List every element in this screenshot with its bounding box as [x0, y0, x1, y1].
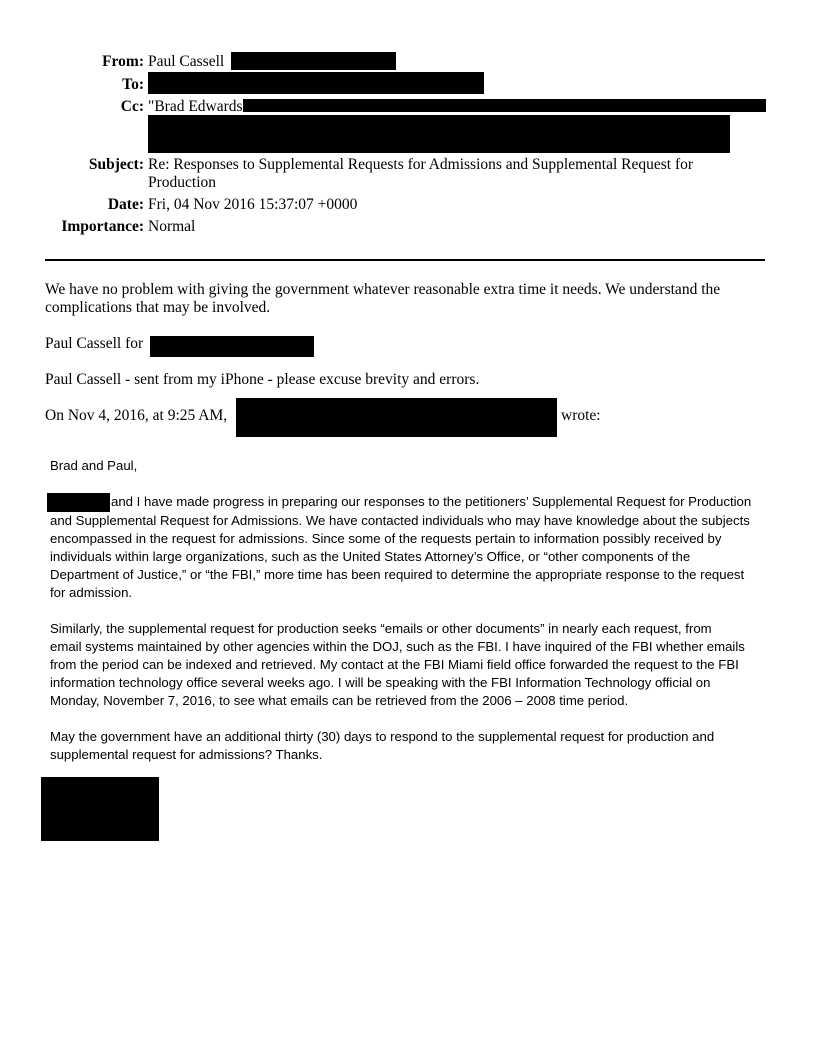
quoted-para3 [50, 728, 775, 764]
quoted-para1-line: Department of Justice,” or “the FBI,” more time has been required to determine the appropriate response to the request [50, 567, 745, 582]
subject-value-line1: Re: Responses to Supplemental Requests for Admissions and Supplemental Request for [148, 156, 694, 173]
quoted-para2-line: from the period can be indexed and retrieved. My contact at the FBI Miami field office forwarded the request to the FBI [50, 657, 739, 672]
quoted-para1-line-1: and I have made progress in preparing our responses to the petitioners’ Supplemental Request for Production [111, 494, 752, 509]
redaction-from-email [231, 52, 396, 70]
quoted-para1-line: for admission. [50, 585, 133, 600]
quoted-para2-line: Monday, November 7, 2016, to see what emails can be retrieved from the 2006 – 2008 time period. [50, 693, 629, 708]
reply-line-2: complications that may be involved. [45, 299, 271, 316]
date-label: Date: [107, 196, 144, 213]
quoted-para1-line: encompassed in the request for admissions. Since some of the requests pertain to information possibly received by [50, 531, 722, 546]
to-label: To: [122, 76, 144, 93]
quoted-greeting: Brad and Paul, [50, 458, 138, 473]
redaction-cc-line2 [148, 115, 730, 153]
reply-signature: Paul Cassell - sent from my iPhone - please excuse brevity and errors. [45, 371, 480, 388]
importance-label: Importance: [61, 218, 144, 235]
quote-intro: On Nov 4, 2016, at 9:25 AM, [45, 407, 228, 424]
quoted-para2-line: Similarly, the supplemental request for production seeks “emails or other documents” in nearly each request, from [50, 621, 712, 636]
from-label: From: [102, 53, 144, 70]
reply-signoff: Paul Cassell for [45, 335, 144, 352]
quoted-para1 [50, 512, 775, 602]
reply-line-1: We have no problem with giving the government whatever reasonable extra time it needs. We understand the [45, 281, 721, 298]
cc-label: Cc: [120, 98, 144, 115]
header-divider [45, 259, 765, 261]
redaction-to [148, 72, 484, 94]
quoted-para3-line: supplemental request for admissions? Thanks. [50, 747, 323, 762]
redaction-quoted-signature [41, 777, 159, 841]
quoted-para3-line: May the government have an additional thirty (30) days to respond to the supplemental request for production and [50, 729, 715, 744]
quoted-para1-line: individuals within large organizations, such as the United States Attorney’s Office, or “other components of the [50, 549, 691, 564]
quoted-para2-line: email systems maintained by other agencies within the DOJ, such as the FBI. I have inquired of the FBI whether emails [50, 639, 745, 654]
redaction-cc-line1 [243, 99, 766, 112]
subject-value-line2: Production [148, 174, 217, 191]
redaction-quote-sender [236, 398, 557, 437]
quoted-para2 [50, 620, 775, 710]
date-value: Fri, 04 Nov 2016 15:37:07 +0000 [148, 196, 358, 213]
redaction-signoff-name [150, 336, 314, 357]
importance-value: Normal [148, 218, 196, 235]
from-value: Paul Cassell [148, 53, 225, 70]
quoted-para2-line: information technology office several weeks ago. I will be speaking with the FBI Information Technology official on [50, 675, 711, 690]
quote-wrote: wrote: [561, 407, 601, 424]
quoted-para1-line: and Supplemental Request for Admissions. We have contacted individuals who may have knowledge about the subjects [50, 513, 750, 528]
cc-value: "Brad Edwards [148, 98, 243, 115]
subject-label: Subject: [88, 156, 144, 173]
redaction-quoted-name [47, 493, 110, 512]
